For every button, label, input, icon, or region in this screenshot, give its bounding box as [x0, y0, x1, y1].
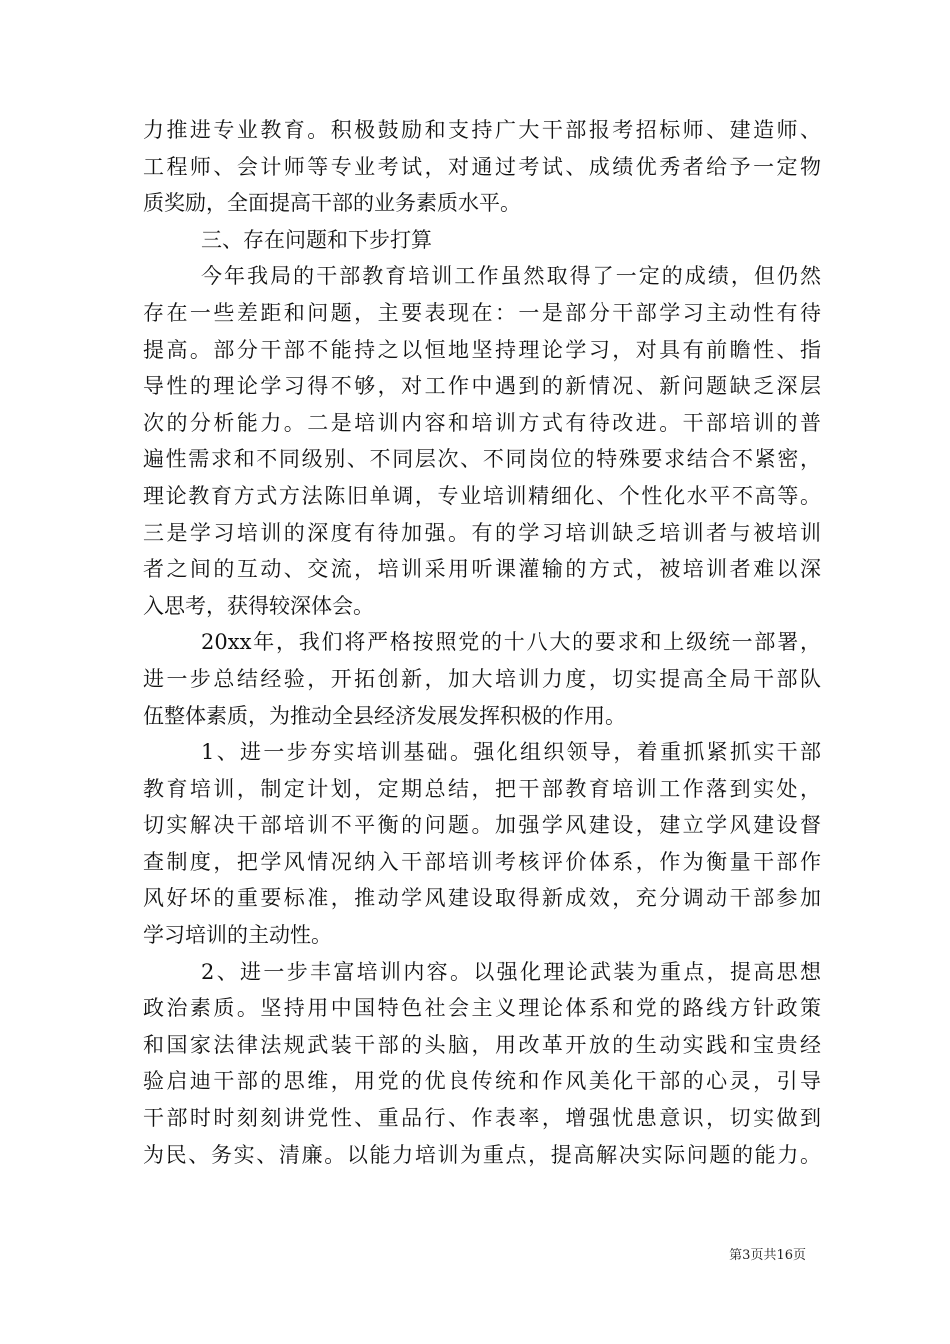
text-line: 查制度，把学风情况纳入干部培训考核评价体系，作为衡量干部作	[143, 849, 821, 874]
text-line: 切实解决干部培训不平衡的问题。加强学风建设，建立学风建设督	[143, 813, 821, 838]
text-line: 2、进一步丰富培训内容。以强化理论武装为重点，提高思想	[201, 959, 821, 984]
text-line: 力推进专业教育。积极鼓励和支持广大干部报考招标师、建造师、	[143, 118, 821, 142]
text-line: 今年我局的干部教育培训工作虽然取得了一定的成绩，但仍然	[201, 264, 821, 289]
text-line: 理论教育方式方法陈旧单调，专业培训精细化、个性化水平不高等。	[143, 483, 821, 508]
text-line: 遍性需求和不同级别、不同层次、不同岗位的特殊要求结合不紧密，	[143, 447, 821, 472]
document-body	[143, 112, 821, 1173]
text-line: 学习培训的主动性。	[143, 923, 332, 948]
text-line: 者之间的互动、交流，培训采用听课灌输的方式，被培训者难以深	[143, 557, 821, 582]
text-line: 工程师、会计师等专业考试，对通过考试、成绩优秀者给予一定物	[143, 154, 821, 179]
text-line: 导性的理论学习得不够，对工作中遇到的新情况、新问题缺乏深层	[143, 374, 821, 399]
text-line: 干部时时刻刻讲党性、重品行、作表率，增强忧患意识，切实做到	[143, 1106, 821, 1131]
text-line: 风好坏的重要标准，推动学风建设取得新成效，充分调动干部参加	[143, 886, 821, 911]
text-line: 验启迪干部的思维，用党的优良传统和作风美化干部的心灵，引导	[143, 1069, 821, 1094]
text-line: 三是学习培训的深度有待加强。有的学习培训缺乏培训者与被培训	[143, 520, 821, 545]
text-line: 政治素质。坚持用中国特色社会主义理论体系和党的路线方针政策	[143, 996, 821, 1021]
text-line: 提高。部分干部不能持之以恒地坚持理论学习，对具有前瞻性、指	[143, 337, 821, 362]
text-line: 次的分析能力。二是培训内容和培训方式有待改进。干部培训的普	[143, 410, 821, 435]
text-line: 质奖励，全面提高干部的业务素质水平。	[143, 191, 521, 216]
page-number: 第3页共16页	[729, 1248, 806, 1263]
text-line: 伍整体素质，为推动全县经济发展发挥积极的作用。	[143, 703, 626, 728]
text-line: 为民、务实、清廉。以能力培训为重点，提高解决实际问题的能力。	[143, 1142, 821, 1167]
text-line: 20xx年，我们将严格按照党的十八大的要求和上级统一部署，	[201, 630, 821, 655]
text-line: 教育培训，制定计划，定期总结，把干部教育培训工作落到实处，	[143, 776, 821, 801]
text-line: 1、进一步夯实培训基础。强化组织领导，着重抓紧抓实干部	[201, 740, 821, 765]
text-line: 存在一些差距和问题，主要表现在：一是部分干部学习主动性有待	[143, 300, 821, 325]
text-line: 进一步总结经验，开拓创新，加大培训力度，切实提高全局干部队	[143, 666, 821, 691]
text-line: 和国家法律法规武装干部的头脑，用改革开放的生动实践和宝贵经	[143, 1032, 821, 1057]
text-line: 入思考，获得较深体会。	[143, 593, 374, 618]
text-line: 三、存在问题和下步打算	[201, 227, 432, 252]
